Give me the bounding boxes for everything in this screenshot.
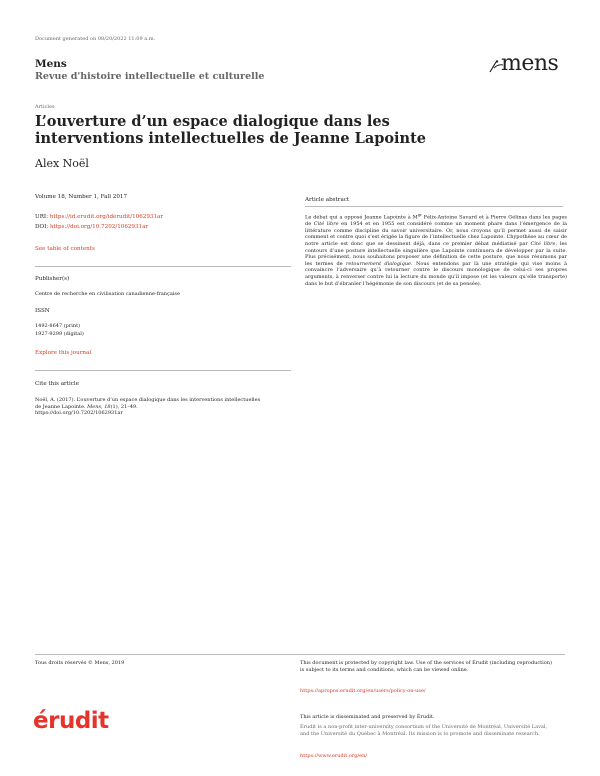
- publisher-name: Centre de recherche en civilisation canadienne-française: [35, 291, 180, 297]
- policy-link[interactable]: https://apropos.erudit.org/en/users/policy-on-use/: [300, 688, 426, 694]
- cite-heading: Cite this article: [35, 381, 79, 387]
- divider-1: [35, 266, 291, 267]
- abstract-text: [305, 212, 567, 287]
- disseminated-notice: This article is disseminated and preserved by Érudit.: [300, 714, 435, 720]
- article-author: Alex Noël: [35, 157, 89, 170]
- doi-line: [35, 224, 148, 231]
- generated-notice: Document generated on 08/20/2022 11:09 a.m.: [35, 36, 156, 42]
- article-type: Articles: [35, 104, 55, 110]
- cite-volume: 18: [104, 403, 111, 410]
- abstract-em-1: Cité libre: [313, 221, 339, 228]
- uri-link[interactable]: https://id.erudit.org/iderudit/1062931ar: [49, 214, 164, 220]
- copyright-notice: This document is protected by copyright law. Use of the services of Érudit (including reproduction) is subject to its terms and conditions, which can be viewed online.: [300, 660, 552, 673]
- issn-heading: ISSN: [35, 308, 50, 314]
- divider-2: [35, 370, 291, 371]
- cite-issue-pages: (1), 21–49.: [110, 403, 138, 410]
- toc-link[interactable]: See table of contents: [35, 246, 95, 252]
- mens-logo-text: mens: [501, 51, 559, 76]
- erudit-link[interactable]: https://www.erudit.org/en/: [300, 753, 368, 759]
- abstract-part-4: , les contours d’une posture intellectuelle singulière que Lapointe continuera de développer par la suite. Plus précisément, nous souhaitons proposer une définition de cette posture, que nous résumons par les termes de: [305, 241, 567, 267]
- erudit-logo: érudit: [33, 708, 109, 734]
- abstract-em-3: retournement dialogique: [345, 260, 411, 267]
- uri-line: [35, 214, 163, 221]
- publisher-heading: Publisher(s): [35, 276, 70, 282]
- abstract-part-5: . Nous entendons par là une stratégie qui vise moins à convaincre l’adversaire qu’à retourner contre le discours monologique de celui-ci ses propres arguments, à renverser contre lui la lecture du monde qu’il impose (et les valeurs qu’elle transporte) dans le but d’ébranler l’hégémonie de son discours (et de sa pensée).: [305, 260, 567, 287]
- mens-logo: [488, 51, 568, 82]
- volume-info: Volume 18, Number 1, Fall 2017: [35, 194, 128, 200]
- journal-subtitle: Revue d'histoire intellectuelle et culturelle: [35, 71, 265, 82]
- abstract-heading: Article abstract: [305, 197, 350, 203]
- cite-main: Noël, A. (2017). L’ouverture d’un espace dialogique dans les interventions intellectuelles de Jeanne Lapointe.: [35, 397, 261, 410]
- journal-name: Mens: [35, 58, 67, 70]
- rights-notice: Tous droits réservés © Mens, 2019: [35, 660, 125, 666]
- abstract-sup: gr: [417, 213, 422, 217]
- explore-link[interactable]: Explore this journal: [35, 350, 92, 356]
- issn-digital: 1927-9299 (digital): [35, 331, 84, 337]
- doi-link[interactable]: https://doi.org/10.7202/1062931ar: [49, 224, 149, 230]
- cite-text: Noël, A. (2017). L’ouverture d’un espace dialogique dans les interventions intellectuelles de Jeanne Lapointe. Mens, 18(1), 21–49. https://doi.org/10.7202/1062931ar: [35, 397, 261, 417]
- article-title: L’ouverture d’un espace dialogique dans les interventions intellectuelles de Jeanne Lapointe: [35, 113, 427, 147]
- abstract-part-1: Le débat qui a opposé Jeanne Lapointe à M: [305, 214, 418, 221]
- footer-divider: [35, 654, 565, 655]
- abstract-part-3: en 1954 et en 1955 est considéré comme un moment phare dans l’émergence de la littérature comme discipline du savoir universitaire. Or, nous croyons qu’il permet aussi de saisir comment et contre quoi s’est érigée la figure de l’intellectuelle chez Lapointe. L’hypothèse au cœur de notre article est donc que se dessinent déjà, dans ce premier débat médiatisé par: [305, 221, 567, 248]
- cite-doi[interactable]: https://doi.org/10.7202/1062931ar: [35, 410, 123, 417]
- cite-journal: Mens: [87, 403, 102, 410]
- uri-label: URI:: [35, 214, 49, 220]
- abstract-rule: [305, 206, 563, 207]
- erudit-description: Érudit is a non-profit inter-university consortium of the Université de Montréal, Université Laval, and the Université du Québec à Montréal. Its mission is to promote and disseminate research.: [300, 724, 548, 737]
- doi-label: DOI:: [35, 224, 49, 230]
- abstract-part-2: Félix-Antoine Savard et à Pierre Gélinas dans les pages de: [305, 214, 567, 228]
- issn-print: 1492-8647 (print): [35, 323, 81, 329]
- abstract-em-2: Cité libre: [530, 241, 556, 248]
